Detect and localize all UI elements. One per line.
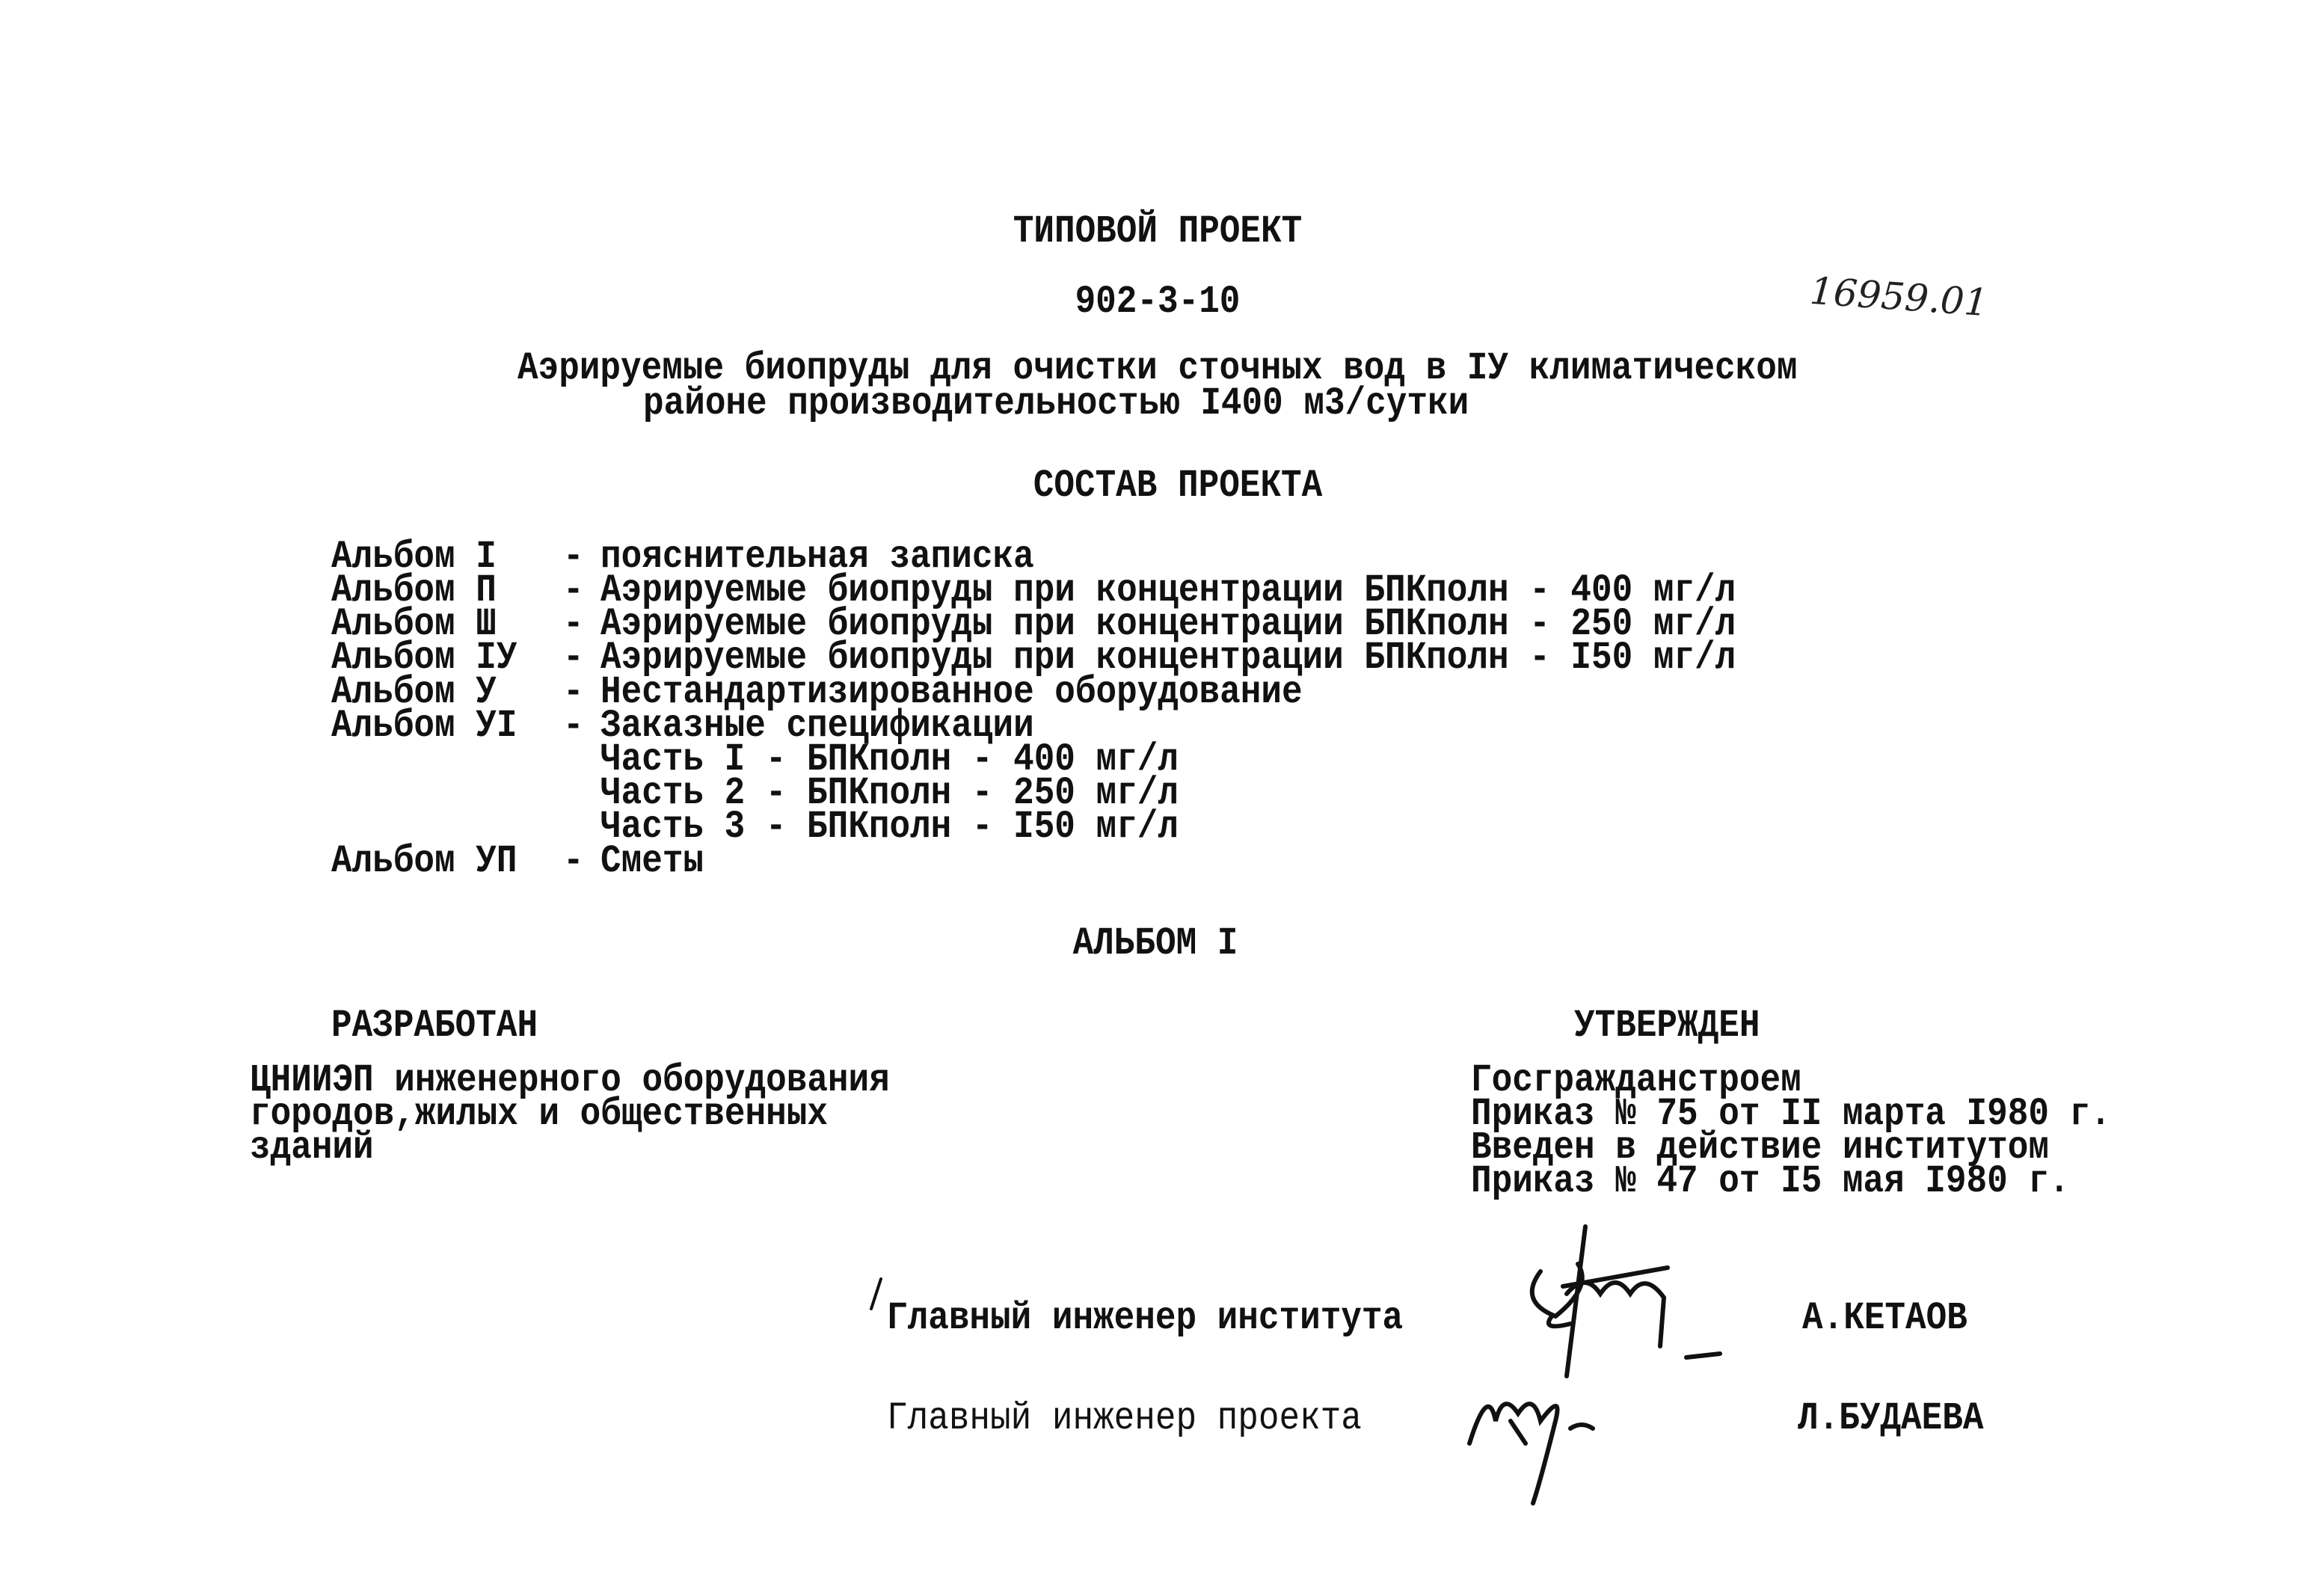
part-description: Часть I - БПКполн - 400 мг/л <box>600 737 1179 782</box>
dash: - <box>563 535 584 579</box>
dash: - <box>563 602 584 646</box>
album-description: Аэрируемые биопруды при концентрации БПКполн - I50 мг/л <box>600 636 1736 680</box>
signature-role: Главный инженер проекта <box>887 1396 1362 1440</box>
album-label: Альбом УI <box>331 704 517 748</box>
developed-heading: РАЗРАБОТАН <box>331 1004 538 1048</box>
dash: - <box>563 839 584 883</box>
signature-role: Главный инженер института <box>887 1296 1404 1340</box>
signature-name: А.КЕТАОВ <box>1802 1296 1967 1340</box>
approved-line: Приказ № 47 от I5 мая I980 г. <box>1471 1159 2070 1203</box>
album-description: Заказные спецификации <box>600 704 1034 748</box>
approved-line: Госгражданстроем <box>1471 1058 1801 1102</box>
dash: - <box>563 670 584 714</box>
developed-line: ЦНИИЭП инженерного оборудования <box>250 1058 890 1102</box>
part-description: Часть 2 - БПКполн - 250 мг/л <box>600 771 1179 815</box>
pen-tick <box>871 1279 881 1309</box>
inventory-number: 16959.01 <box>1808 268 1990 325</box>
approved-heading: УТВЕРЖДЕН <box>1574 1004 1760 1048</box>
album-label: Альбом У <box>331 670 497 714</box>
album-description: Аэрируемые биопруды при концентрации БПКполн - 400 мг/л <box>600 568 1736 613</box>
signature-name: Л.БУДАЕВА <box>1798 1396 1984 1440</box>
signature-budaeva <box>1469 1404 1593 1503</box>
title-line-2: районе производительностью I400 м3/сутки <box>643 381 1469 426</box>
developed-line: городов,жилых и общественных <box>250 1092 828 1136</box>
album-description: Аэрируемые биопруды при концентрации БПКполн - 250 мг/л <box>600 602 1736 646</box>
album-label: Альбом УП <box>331 839 517 883</box>
album-description: Нестандартизированное оборудование <box>600 670 1303 714</box>
signature-ketaov <box>1532 1227 1720 1376</box>
dash: - <box>563 636 584 680</box>
album-description: пояснительная записка <box>600 535 1034 579</box>
part-description: Часть 3 - БПКполн - I50 мг/л <box>600 805 1179 849</box>
approved-line: Введен в действие институтом <box>1471 1126 2049 1170</box>
title-line-1: Аэрируемые биопруды для очистки сточных вод в IУ климатическом <box>517 346 1798 390</box>
dash: - <box>563 568 584 613</box>
album-label: Альбом Ш <box>331 602 497 646</box>
composition-heading: СОСТАВ ПРОЕКТА <box>1033 464 1323 508</box>
album-heading: АЛЬБОМ I <box>1072 921 1238 966</box>
project-type: ТИПОВОЙ ПРОЕКТ <box>1013 209 1303 254</box>
album-label: Альбом П <box>331 568 497 613</box>
project-number: 902-3-10 <box>1075 280 1241 324</box>
album-description: Сметы <box>600 839 704 883</box>
album-label: Альбом IУ <box>331 636 517 680</box>
developed-line: зданий <box>250 1126 374 1170</box>
album-label: Альбом I <box>331 535 497 579</box>
approved-line: Приказ № 75 от II марта I980 г. <box>1471 1092 2111 1136</box>
dash: - <box>563 704 584 748</box>
